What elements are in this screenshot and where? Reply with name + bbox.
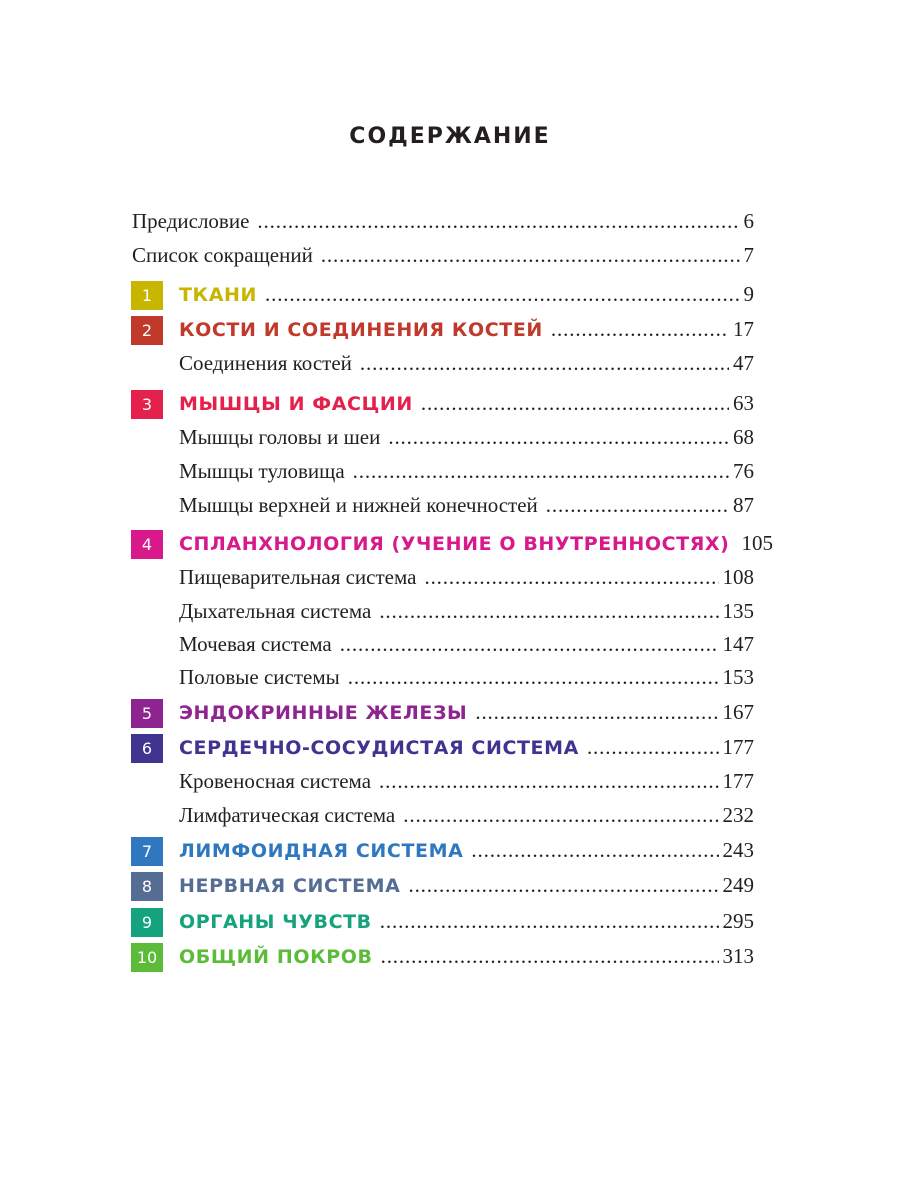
toc-entry-label: СЕРДЕЧНО-СОСУДИСТАЯ СИСТЕМА xyxy=(179,737,579,759)
chapter-number-badge: 10 xyxy=(131,943,163,972)
chapter-number-badge: 1 xyxy=(131,281,163,310)
toc-subsection-row[interactable] xyxy=(179,456,754,486)
toc-entry-label: Предисловие xyxy=(132,209,250,233)
toc-page-number: 135 xyxy=(722,599,754,623)
toc-subsection-row[interactable] xyxy=(179,348,754,378)
dot-leader xyxy=(408,870,718,900)
toc-page-number: 105 xyxy=(741,531,773,555)
toc-entry-label: Дыхательная система xyxy=(179,599,372,623)
chapter-number-badge: 3 xyxy=(131,390,163,419)
chapter-number-badge: 5 xyxy=(131,699,163,728)
dot-leader xyxy=(379,766,718,796)
chapter-number-badge: 9 xyxy=(131,908,163,937)
dot-leader xyxy=(421,388,729,418)
toc-subsection-row[interactable] xyxy=(179,629,754,659)
dot-leader xyxy=(587,732,719,762)
toc-subsection-row[interactable] xyxy=(179,422,754,452)
toc-page-number: 177 xyxy=(722,735,754,759)
dot-leader xyxy=(340,629,719,659)
toc-page-number: 9 xyxy=(743,282,754,306)
dot-leader xyxy=(471,835,718,865)
toc-page-number: 68 xyxy=(733,425,754,449)
toc-chapter-row[interactable] xyxy=(132,697,754,727)
chapter-number-badge: 2 xyxy=(131,316,163,345)
toc-entry-label: Кровеносная система xyxy=(179,769,372,793)
toc-chapter-row[interactable] xyxy=(132,732,754,762)
toc-chapter-row[interactable] xyxy=(132,528,773,558)
toc-page-number: 153 xyxy=(722,665,754,689)
toc-entry-label: ОБЩИЙ ПОКРОВ xyxy=(179,946,373,968)
toc-entry-label: ЛИМФОИДНАЯ СИСТЕМА xyxy=(179,840,464,862)
toc-page-number: 6 xyxy=(743,209,754,233)
toc-entry-label: Соединения костей xyxy=(179,351,352,375)
toc-page-number: 63 xyxy=(733,391,754,415)
dot-leader xyxy=(424,562,718,592)
toc-page-number: 87 xyxy=(733,493,754,517)
dot-leader xyxy=(265,279,740,309)
toc-entry-label: НЕРВНАЯ СИСТЕМА xyxy=(179,875,401,897)
dot-leader xyxy=(475,697,718,727)
dot-leader xyxy=(403,800,718,830)
dot-leader xyxy=(380,906,719,936)
page-title: СОДЕРЖАНИЕ xyxy=(349,124,551,149)
toc-row[interactable] xyxy=(132,240,754,270)
dot-leader xyxy=(379,596,718,626)
toc-entry-label: ОРГАНЫ ЧУВСТВ xyxy=(179,911,372,933)
toc-entry-label: КОСТИ И СОЕДИНЕНИЯ КОСТЕЙ xyxy=(179,319,543,341)
dot-leader xyxy=(353,456,729,486)
toc-chapter-row[interactable] xyxy=(132,388,754,418)
toc-chapter-row[interactable] xyxy=(132,279,754,309)
toc-page-number: 108 xyxy=(722,565,754,589)
toc-chapter-row[interactable] xyxy=(132,835,754,865)
dot-leader xyxy=(257,206,739,236)
dot-leader xyxy=(381,941,719,971)
dot-leader xyxy=(546,490,729,520)
toc-entry-label: Список сокращений xyxy=(132,243,313,267)
toc-row[interactable] xyxy=(132,206,754,236)
dot-leader xyxy=(551,314,729,344)
toc-subsection-row[interactable] xyxy=(179,766,754,796)
dot-leader xyxy=(388,422,729,452)
dot-leader xyxy=(321,240,740,270)
toc-subsection-row[interactable] xyxy=(179,596,754,626)
dot-leader xyxy=(360,348,729,378)
chapter-number-badge: 6 xyxy=(131,734,163,763)
toc-entry-label: Лимфатическая система xyxy=(179,803,396,827)
toc-entry-label: ТКАНИ xyxy=(179,284,257,306)
toc-chapter-row[interactable] xyxy=(132,906,754,936)
toc-subsection-row[interactable] xyxy=(179,490,754,520)
toc-entry-label: СПЛАНХНОЛОГИЯ (УЧЕНИЕ О ВНУТРЕННОСТЯХ) xyxy=(179,533,730,555)
toc-subsection-row[interactable] xyxy=(179,800,754,830)
toc-page-number: 147 xyxy=(722,632,754,656)
toc-chapter-row[interactable] xyxy=(132,941,754,971)
toc-page-number: 167 xyxy=(722,700,754,724)
chapter-number-badge: 4 xyxy=(131,530,163,559)
toc-chapter-row[interactable] xyxy=(132,314,754,344)
toc-subsection-row[interactable] xyxy=(179,662,754,692)
chapter-number-badge: 7 xyxy=(131,837,163,866)
toc-chapter-row[interactable] xyxy=(132,870,754,900)
toc-page-number: 177 xyxy=(722,769,754,793)
dot-leader xyxy=(348,662,719,692)
toc-entry-label: МЫШЦЫ И ФАСЦИИ xyxy=(179,393,413,415)
toc-page-number: 243 xyxy=(722,838,754,862)
toc-entry-label: Мышцы туловища xyxy=(179,459,345,483)
toc-entry-label: Мочевая система xyxy=(179,632,332,656)
toc-page-number: 249 xyxy=(722,873,754,897)
toc-entry-label: Половые системы xyxy=(179,665,340,689)
toc-entry-label: Пищеварительная система xyxy=(179,565,417,589)
toc-page-number: 313 xyxy=(722,944,754,968)
toc-page-number: 17 xyxy=(733,317,754,341)
toc-entry-label: Мышцы головы и шеи xyxy=(179,425,381,449)
toc-page-number: 232 xyxy=(722,803,754,827)
toc-entry-label: ЭНДОКРИННЫЕ ЖЕЛЕЗЫ xyxy=(179,702,468,724)
chapter-number-badge: 8 xyxy=(131,872,163,901)
toc-page-number: 47 xyxy=(733,351,754,375)
toc-entry-label: Мышцы верхней и нижней конечностей xyxy=(179,493,538,517)
toc-page-number: 7 xyxy=(743,243,754,267)
toc-page-number: 295 xyxy=(722,909,754,933)
toc-subsection-row[interactable] xyxy=(179,562,754,592)
toc-page-number: 76 xyxy=(733,459,754,483)
